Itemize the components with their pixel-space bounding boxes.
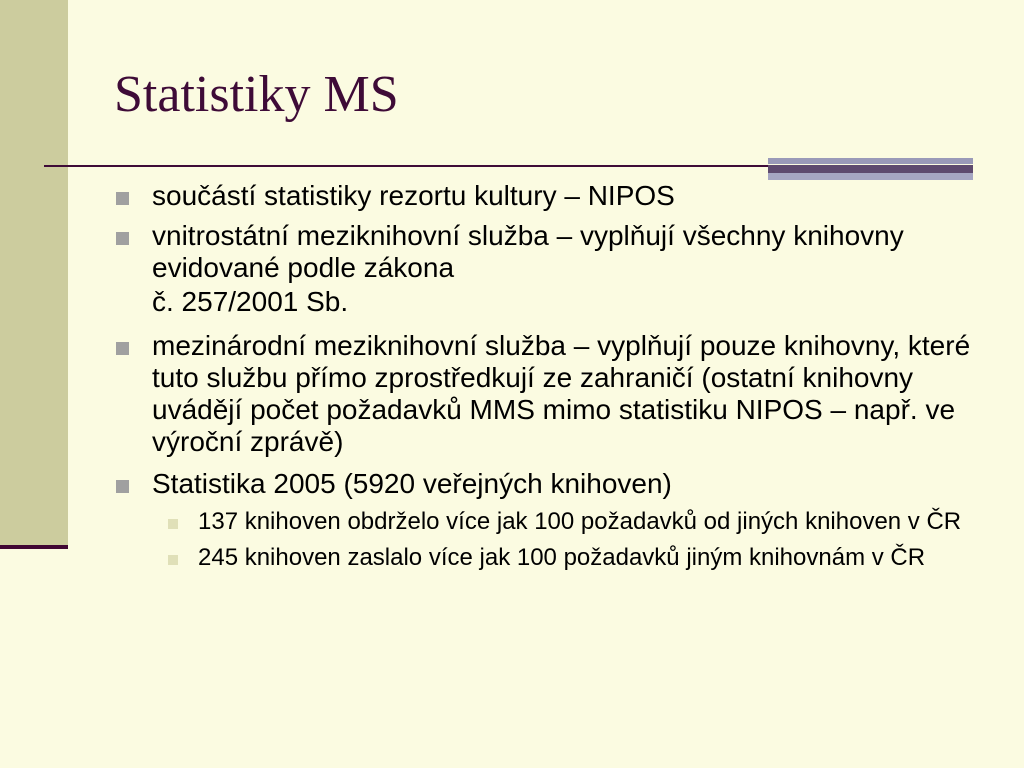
bullet-item (114, 330, 974, 458)
accent-bar (768, 173, 973, 180)
bullet-text: součástí statistiky rezortu kultury – NIPOS (152, 180, 675, 211)
accent-bar (768, 165, 973, 173)
square-sub-bullet-icon (168, 519, 178, 529)
left-bar-underline (0, 545, 68, 549)
square-bullet-icon (116, 480, 129, 493)
bullet-continuation: č. 257/2001 Sb. (152, 286, 349, 317)
square-bullet-icon (116, 192, 129, 205)
sub-bullet-item (114, 508, 974, 536)
bullet-item (114, 220, 974, 284)
sub-bullet-text: 137 knihoven obdrželo více jak 100 požadavků od jiných knihoven v ČR (198, 508, 962, 535)
slide-title: Statistiky MS (114, 66, 399, 123)
slide-content (114, 180, 974, 580)
bullet-text: vnitrostátní meziknihovní služba – vyplňují všechny knihovny evidované podle zákona (152, 220, 904, 283)
sub-bullet-text: 245 knihoven zaslalo více jak 100 požadavků jiným knihovnám v ČR (198, 544, 926, 571)
bullet-item (114, 180, 974, 212)
square-sub-bullet-icon (168, 555, 178, 565)
sub-bullet-item (114, 544, 974, 572)
bullet-text: Statistika 2005 (5920 veřejných knihoven) (152, 468, 672, 499)
title-accent-bars (768, 158, 973, 180)
square-bullet-icon (116, 232, 129, 245)
square-bullet-icon (116, 342, 129, 355)
left-decorative-bar (0, 0, 68, 545)
bullet-text: mezinárodní meziknihovní služba – vyplňují pouze knihovny, které tuto službu přímo zprostředkují ze zahraničí (ostatní knihovny uvádějí počet požadavků MMS mimo statistiku NIPOS – např. ve výroční zprávě) (152, 330, 971, 457)
accent-bar (768, 158, 973, 164)
bullet-item (114, 468, 974, 500)
title-divider (44, 165, 774, 167)
